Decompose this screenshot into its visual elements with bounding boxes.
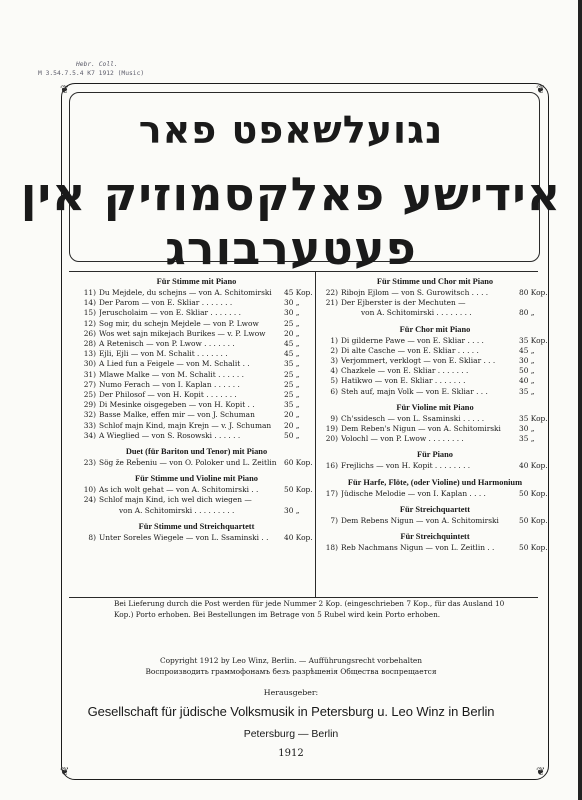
entry-price [284, 495, 314, 505]
entry-title: Schlof majn Kind, majn Krejn — v. J. Schuman [99, 420, 272, 430]
entry-title: Reb Nachmans Nigun — von L. Zeitlin . . [341, 543, 495, 553]
entry-number: 22) [325, 288, 338, 297]
entry-title: Mlawe Malke — von M. Schalit . . . . . . [99, 369, 244, 379]
entry-title: von A. Schitomirski . . . . . . . . . [119, 505, 235, 515]
entry-number: 34) [83, 430, 96, 440]
entry-number: 31) [83, 369, 96, 379]
entry-title: Wos wet sajn mikejach Burikes — v. P. Lwow [99, 328, 266, 338]
corner-ornament-icon: ❦ [536, 83, 546, 96]
catalog-entry [79, 380, 314, 390]
section-heading: Für Streichquartett [399, 504, 471, 514]
entry-number: 5) [330, 376, 338, 386]
entry-price: 25 „ [284, 369, 300, 379]
entry-number: 16) [325, 461, 338, 471]
entry-number: 19) [325, 424, 338, 434]
catalog-entry [321, 414, 549, 424]
reproduction-notice: Воспроизводить граммофонамъ безъ разрѣшенія Общества воспрещается [145, 667, 437, 676]
catalog-entry [79, 485, 314, 495]
entry-number: 1) [330, 335, 338, 345]
section-heading: Für Chor mit Piano [399, 324, 471, 334]
section-heading: Für Violine mit Piano [396, 402, 474, 412]
entry-number: 9) [330, 413, 338, 423]
entry-price: 20 „ [284, 328, 300, 338]
entry-price: 25 „ [284, 390, 300, 400]
catalog-entry [79, 329, 314, 339]
catalog-entry [79, 506, 314, 516]
publisher-name: Gesellschaft für jüdische Volksmusik in Petersburg u. Leo Winz in Berlin [87, 704, 495, 719]
catalog-entry [321, 424, 549, 434]
entry-title: A Lied fun a Feigele — von M. Schalit . . [99, 359, 250, 369]
entry-title: Der Parom — von E. Skliar . . . . . . . [99, 298, 233, 308]
entry-title: Unter Soreles Wiegele — von L. Ssaminski . . [99, 532, 269, 542]
entry-price: 35 Kop. [519, 413, 548, 423]
entry-number: 23) [83, 458, 96, 468]
entry-price: 80 „ [519, 308, 535, 318]
entry-number: 10) [83, 485, 96, 495]
catalog-entry [79, 431, 314, 441]
entry-number: 13) [83, 349, 96, 359]
entry-title: von A. Schitomirski . . . . . . . . [361, 308, 472, 318]
entry-title: Der Ejberster is der Mechuten — [341, 298, 466, 308]
entry-title: Hatikwo — von E. Skliar . . . . . . . [341, 376, 466, 386]
catalog-entry [79, 495, 314, 505]
catalog-entry [321, 356, 549, 366]
shelfmark-line-1: Hebr. Coll. [76, 61, 118, 68]
entry-price: 25 „ [284, 318, 300, 328]
catalog-entry [321, 298, 549, 308]
entry-price: 35 „ [284, 359, 300, 369]
entry-title: Basse Malke, effen mir — von J. Schuman [99, 410, 255, 420]
entry-title: Di alte Casche — von E. Skliar . . . . . [341, 345, 479, 355]
catalog-entry [321, 387, 549, 397]
entry-title: Chazkele — von E. Skliar . . . . . . . [341, 366, 469, 376]
publication-year: 1912 [278, 748, 304, 759]
entry-number [321, 308, 341, 318]
catalog-entry [79, 370, 314, 380]
entry-title: Du Mejdele, du schejns — von A. Schitomirski [99, 288, 272, 297]
catalog-entry [79, 533, 314, 543]
entry-title: A Wieglied — von S. Rosowski . . . . . . [99, 430, 241, 440]
catalog-entry [321, 461, 549, 471]
entry-number: 8) [88, 532, 96, 542]
entry-price: 50 Kop. [519, 488, 548, 498]
entry-number: 25) [83, 390, 96, 400]
entry-title: Jeruscholaim — von E. Skliar . . . . . . . [99, 308, 241, 318]
entry-number: 33) [83, 420, 96, 430]
entry-title: Ch'ssidesch — von L. Ssaminski . . . . . [341, 413, 485, 423]
entry-price [519, 298, 549, 308]
entry-title: Ejli, Ejli — von M. Schalit . . . . . . . [99, 349, 228, 359]
catalog-entry [79, 421, 314, 431]
catalog-entry [79, 400, 314, 410]
entry-price: 30 „ [284, 298, 300, 308]
entry-number: 26) [83, 328, 96, 338]
catalog-entry [321, 543, 549, 553]
catalog-entry [79, 410, 314, 420]
section-heading: Für Streichquintett [400, 532, 470, 542]
entry-price: 40 Kop. [519, 461, 548, 471]
entry-price: 30 „ [519, 424, 535, 434]
entry-number: 4) [330, 366, 338, 376]
catalog-right-column [321, 276, 549, 553]
entry-number: 18) [325, 543, 338, 553]
section-heading: Für Stimme mit Piano [156, 277, 237, 286]
entry-number: 12) [83, 318, 96, 328]
entry-price: 45 „ [284, 339, 300, 349]
column-divider [315, 272, 316, 598]
entry-price: 40 „ [519, 376, 535, 386]
entry-number: 30) [83, 359, 96, 369]
section-heading: Für Stimme und Violine mit Piano [135, 474, 258, 484]
entry-title: Volochl — von P. Lwow . . . . . . . . [341, 434, 464, 444]
entry-price: 45 „ [284, 349, 300, 359]
entry-title: Numo Ferach — von I. Kaplan . . . . . . [99, 379, 240, 389]
entry-title: Frejlichs — von H. Kopit . . . . . . . . [341, 461, 471, 471]
catalog-entry [79, 359, 314, 369]
entry-price: 30 „ [284, 505, 300, 515]
entry-number: 2) [330, 345, 338, 355]
entry-title: Jüdische Melodie — von I. Kaplan . . . . [341, 488, 486, 498]
catalog-entry [321, 336, 549, 346]
entry-number: 32) [83, 410, 96, 420]
section-heading: Für Stimme und Chor mit Piano [376, 277, 494, 286]
section-heading: Für Stimme und Streichquartett [138, 521, 255, 531]
entry-number [79, 506, 99, 516]
entry-price: 50 Kop. [519, 515, 548, 525]
postage-note: Bei Lieferung durch die Post werden für jede Nummer 2 Kop. (eingeschrieben 7 Kop., für das Ausland 10 Kop.) Porto erhoben. Bei Bestellungen im Betrage von 5 Rubel wird kein Porto erhoben. [114, 599, 505, 619]
entry-number: 11) [83, 288, 96, 297]
entry-number: 14) [83, 298, 96, 308]
entry-price: 20 „ [284, 410, 300, 420]
catalog-entry [79, 319, 314, 329]
entry-price: 30 „ [284, 308, 300, 318]
catalog-top-rule [69, 271, 538, 272]
corner-ornament-icon: ❦ [60, 765, 70, 778]
entry-number: 7) [330, 515, 338, 525]
entry-price: 60 Kop. [284, 458, 313, 468]
entry-price: 80 Kop. [519, 288, 548, 297]
entry-title: Ribojn Ejlom — von S. Gurowitsch . . . . [341, 288, 489, 297]
corner-ornament-icon: ❦ [536, 765, 546, 778]
copyright-block [0, 655, 582, 677]
entry-price: 50 „ [519, 366, 535, 376]
catalog-entry [321, 434, 549, 444]
shelfmark [38, 60, 144, 78]
section-heading: Für Harfe, Flöte, (oder Violine) und Harmonium [347, 477, 523, 487]
entry-price: 30 „ [519, 356, 535, 366]
catalog-entry [79, 339, 314, 349]
entry-price: 45 Kop. [284, 288, 313, 297]
publisher-label: Herausgeber: [263, 688, 319, 697]
catalog-entry [79, 308, 314, 318]
entry-title: Dem Rebens Nigun — von A. Schitomirski [341, 515, 499, 525]
entry-title: Verjommert, verklogt — von E. Skliar . . . [341, 356, 496, 366]
entry-title: Schlof majn Kind, ich wel dich wiegen — [99, 495, 252, 505]
entry-price: 35 „ [284, 400, 300, 410]
catalog-left-column [79, 276, 314, 543]
catalog-entry [79, 390, 314, 400]
entry-price: 50 Kop. [519, 543, 548, 553]
hebrew-title-line-2: אידישע פאלקסמוזיק אין פעטערבורג [20, 167, 562, 275]
entry-number: 17) [325, 488, 338, 498]
entry-title: As ich wolt gehat — von A. Schitomirski . . [99, 485, 259, 495]
section-heading: Für Piano [417, 450, 453, 460]
entry-number: 29) [83, 400, 96, 410]
entry-number: 3) [330, 356, 338, 366]
entry-number: 27) [83, 379, 96, 389]
entry-title: Dem Reben's Nigun — von A. Schitomirski [341, 424, 501, 434]
corner-ornament-icon: ❦ [60, 83, 70, 96]
section-heading: Duet (für Bariton und Tenor) mit Piano [125, 447, 268, 457]
catalog-entry [321, 366, 549, 376]
entry-title: Der Philosof — von H. Kopit . . . . . . . [99, 390, 237, 400]
entry-number: 20) [325, 434, 338, 444]
catalog-entry [79, 288, 314, 298]
catalog-entry [321, 516, 549, 526]
entry-price: 50 Kop. [284, 485, 313, 495]
entry-price: 40 Kop. [284, 532, 313, 542]
entry-title: Di Mesinke oisgegeben — von H. Kopit . . [99, 400, 255, 410]
copyright-line: Copyright 1912 by Leo Winz, Berlin. — Aufführungsrecht vorbehalten [159, 656, 423, 665]
entry-price: 35 „ [519, 386, 535, 396]
entry-price: 50 „ [284, 430, 300, 440]
entry-number: 24) [83, 495, 96, 505]
entry-number: 28) [83, 339, 96, 349]
entry-title: A Retenisch — von P. Lwow . . . . . . . [99, 339, 235, 349]
entry-price: 35 Kop. [519, 335, 548, 345]
shelfmark-line-2: M 3.54.7.5.4 K7 1912 (Music) [38, 70, 145, 77]
catalog-entry [321, 376, 549, 386]
entry-title: Steh auf, majn Volk — von E. Skliar . . . [341, 386, 488, 396]
catalog-entry [79, 458, 314, 468]
catalog-entry [79, 298, 314, 308]
catalog-entry [79, 349, 314, 359]
entry-title: Sög že Reb̃eniu — von O. Poloker und L. Zeitlin [99, 458, 277, 468]
entry-price: 35 „ [519, 434, 535, 444]
entry-price: 25 „ [284, 379, 300, 389]
entry-title: Di gilderne Pawe — von E. Skliar . . . . [341, 335, 484, 345]
hebrew-title-line-1: נגועלשאפט פאר [138, 108, 444, 152]
catalog-entry [321, 489, 549, 499]
publisher-cities: Petersburg — Berlin [243, 728, 339, 740]
entry-number: 6) [330, 386, 338, 396]
catalog-entry [321, 346, 549, 356]
entry-number: 15) [83, 308, 96, 318]
catalog-entry [321, 288, 549, 298]
entry-price: 20 „ [284, 420, 300, 430]
entry-number: 21) [325, 298, 338, 308]
catalog-entry [321, 308, 549, 318]
entry-title: Sog mir, du schejn Mejdele — von P. Lwow [99, 318, 259, 328]
entry-price: 45 „ [519, 345, 535, 355]
